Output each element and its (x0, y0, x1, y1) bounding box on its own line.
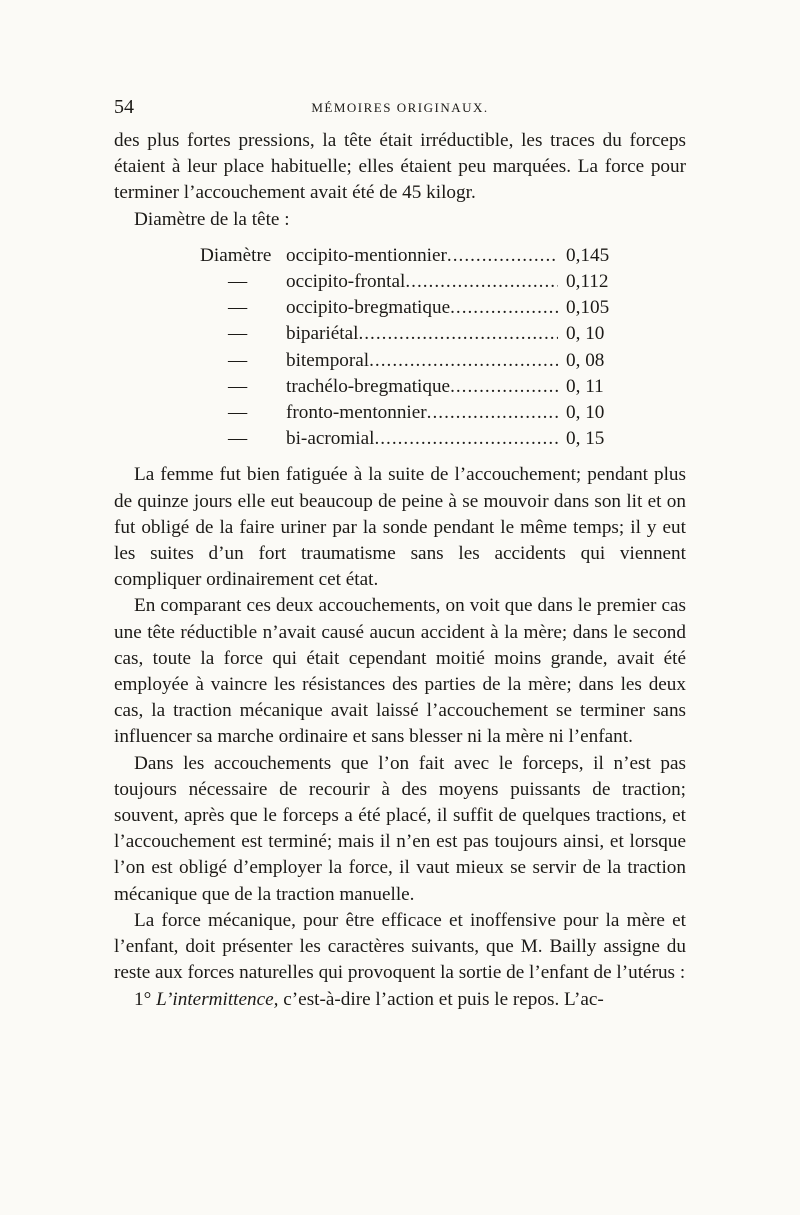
leader-dots (374, 426, 558, 452)
row-value: 0,105 (566, 297, 610, 319)
paragraph-diameter-intro: Diamètre de la tête : (134, 208, 290, 230)
paragraph-continuation: des plus fortes pressions, la tête était irréductible, les traces du forceps étaient à leur place habituelle; elles étaient peu marquées. La force pour terminer l’accouchement avait été de 45 kilogr. (114, 130, 686, 204)
row-lead: — (228, 375, 248, 397)
table-row (114, 321, 686, 347)
running-title: MÉMOIRES ORIGINAUX. (311, 100, 489, 115)
row-term-cell (286, 426, 558, 452)
row-value: 0, 08 (566, 349, 605, 371)
row-term-cell (286, 295, 558, 321)
paragraph-recovery: La femme fut bien fatiguée à la suite de l’accouchement; pendant plus de quinze jours elle eut beaucoup de peine à se mouvoir dans son lit et on fut obligé de la faire uriner par la sonde pendant le même temps; il y eut les suites d’un fort traumatisme sans les accidents qui viennent compliquer ordinairement cet état. (114, 464, 686, 591)
row-term-cell (286, 269, 558, 295)
page-number: 54 (114, 96, 134, 118)
table-row (114, 269, 686, 295)
row-value: 0, 15 (566, 428, 605, 450)
row-lead: — (228, 349, 248, 371)
diameter-table (114, 243, 686, 453)
row-lead: — (228, 323, 248, 345)
table-row (114, 400, 686, 426)
leader-dots (405, 269, 558, 295)
row-value: 0, 10 (566, 402, 605, 424)
row-value: 0,112 (566, 271, 609, 293)
row-value: 0,145 (566, 244, 610, 266)
row-lead: — (228, 428, 248, 450)
leader-dots (450, 374, 558, 400)
table-row (114, 426, 686, 452)
leader-dots (450, 295, 558, 321)
row-term-cell (286, 374, 558, 400)
row-term: bi-acromial (286, 428, 375, 450)
list-number: 1° (134, 988, 152, 1010)
row-term: occipito-frontal (286, 271, 406, 293)
row-value: 0, 11 (566, 375, 604, 397)
page-header (114, 96, 686, 122)
leader-dots (447, 243, 558, 269)
row-term-cell (286, 321, 558, 347)
table-row (114, 348, 686, 374)
leader-dots (427, 400, 558, 426)
table-row (114, 374, 686, 400)
row-lead: Diamètre (200, 244, 272, 266)
italic-term: L’intermittence, (156, 988, 279, 1010)
paragraph-intermittence (114, 987, 686, 1013)
paragraph-comparison: En comparant ces deux accouchements, on voit que dans le premier cas une tête réductible n’avait causé aucun accident à la mère; dans le second cas, toute la force qui était cependant moitié moins grande, avait été employée à vaincre les résistances des parties de la mère; dans les deux cas, la traction mécanique avait laissé l’accouchement se terminer sans influencer sa marche ordinaire et sans blesser ni la mère ni l’enfant. (114, 595, 686, 748)
row-term-cell (286, 400, 558, 426)
row-term-cell (286, 348, 558, 374)
table-row (114, 295, 686, 321)
row-lead: — (228, 402, 248, 424)
paragraph-mechanical-force: La force mécanique, pour être efficace et inoffensive pour la mère et l’enfant, doit présenter les caractères suivants, que M. Bailly assigne du reste aux forces naturelles qui provoquent la sortie de l’enfant de l’utérus : (114, 909, 686, 984)
paragraph-forceps: Dans les accouchements que l’on fait avec le forceps, il n’est pas toujours nécessaire de recourir à des moyens puissants de traction; souvent, après que le forceps a été placé, il suffit de quelques tractions, et l’accouchement est terminé; mais il n’en est pas toujours ainsi, et lorsque l’on est obligé d’employer la force, il vaut mieux se servir de la traction mécanique que de la traction manuelle. (114, 752, 686, 905)
row-term: trachélo-bregmatique (286, 375, 451, 397)
row-lead: — (228, 271, 248, 293)
leader-dots (358, 321, 558, 347)
row-term: occipito-mentionnier (286, 244, 447, 266)
row-term-cell (286, 243, 558, 269)
paragraph-text: c’est-à-dire l’action et puis le repos. L’ac- (283, 988, 604, 1010)
row-term: occipito-bregmatique (286, 297, 451, 319)
row-term: bitemporal (286, 349, 370, 371)
table-row (114, 243, 686, 269)
leader-dots (369, 348, 558, 374)
row-term: bipariétal (286, 323, 359, 345)
page-body (114, 128, 686, 1013)
row-value: 0, 10 (566, 323, 605, 345)
row-lead: — (228, 297, 248, 319)
row-term: fronto-mentonnier (286, 402, 427, 424)
